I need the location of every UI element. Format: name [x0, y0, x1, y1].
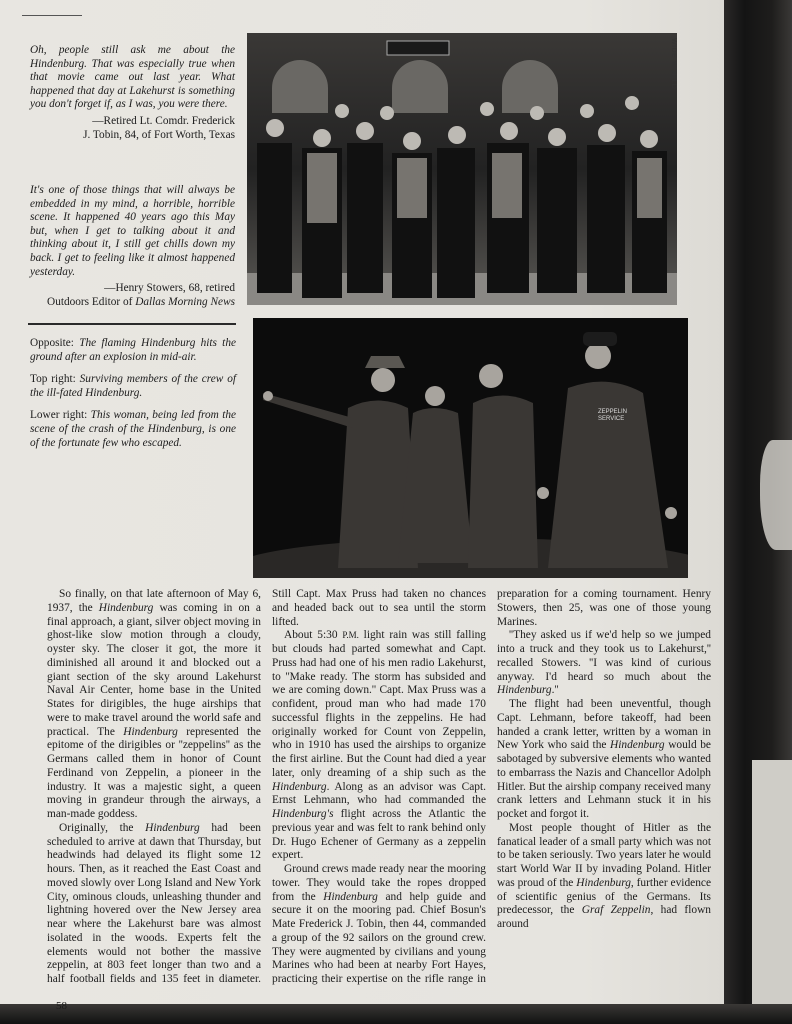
sidebar-divider: [28, 323, 236, 325]
publication-name: Dallas Morning News: [135, 295, 235, 308]
italic-run: Graf Zeppelin: [581, 904, 651, 917]
torn-paper-edge: [760, 440, 792, 550]
caption-text: The flaming Hindenburg hits the ground after an explosion in mid-air.: [30, 337, 236, 363]
text-run: would be sabotaged by subversive elements who wanted to embarrass the Nazis and Chancellor Adolph Hitler. But the airship company received many crank letters and Lehmann stuck it in his pocket and forgot it.: [497, 739, 711, 820]
text-run: So finally, on that late afternoon of May 6, 1937, the: [47, 588, 261, 614]
italic-run: Hindenburg: [272, 780, 327, 793]
attribution-line: J. Tobin, 84, of Fort Worth, Texas: [83, 128, 235, 141]
caption-label: Opposite:: [30, 337, 80, 349]
caption-label: Top right:: [30, 373, 80, 385]
italic-run: Hindenburg: [497, 684, 552, 697]
text-run: . Along as an advisor was Capt. Ernst Lehmann, who had commanded the: [272, 780, 486, 807]
italic-run: Hindenburg: [323, 890, 378, 903]
top-rule: [22, 15, 82, 16]
text-run: Originally, the: [59, 821, 146, 834]
adjacent-page-edge: [752, 760, 792, 1024]
text-run: , had flown around: [497, 904, 711, 930]
caption-text: This woman, being led from the scene of the crash of the Hindenburg, is one of the fortunate few who escaped.: [30, 409, 236, 449]
text-run: Ground crews made ready near the mooring tower. They would take the ropes dropped from the: [272, 863, 486, 903]
quote-text: Oh, people still ask me about the Hindenburg. That was especially true when that movie came out last year. What happened that day at Lakehurst is something you don't forget if, as I was, you were there.: [30, 44, 235, 111]
article-paragraph: [47, 588, 261, 822]
article-paragraph: [497, 822, 711, 932]
text-run: flight across the Atlantic the previous year and was felt to rank behind only Dr. Hugo Echener of Germany as a zeppelin expert.: [272, 808, 486, 862]
photo-crew-survivors: [247, 33, 677, 305]
caption-label: Lower right:: [30, 409, 91, 421]
italic-run: Hindenburg's: [272, 808, 334, 820]
attribution-line: Outdoors Editor of: [47, 295, 136, 308]
article-body: [47, 588, 711, 1000]
text-run: About 5:30: [284, 629, 343, 642]
caption-opposite: [30, 336, 236, 364]
quote-attribution: [30, 282, 235, 309]
article-paragraph: [497, 698, 711, 822]
bottom-shadow: [0, 1004, 792, 1024]
quote-attribution: [30, 115, 235, 142]
text-run: had been scheduled to arrive at dawn that Thursday, but headwinds had delayed its flight some 12 hours. Then, as it reached the East Coast and moved slowly over Long Island and New York City, ominous clouds, unleashing thunder and lightning hovered over the New Jersey area near where the Lakehurst bare was almost isolated in the woods. Experts felt the elements would not bother the massive zeppelin, at 803 feet longer than two and a half football fields and 135 feet in diameter. Still Capt. Max Pruss had taken no chances and headed back out to sea until the storm lifted.: [47, 588, 486, 985]
attribution-line: —Henry Stowers, 68, retired: [104, 282, 235, 295]
quote-tobin: [30, 44, 235, 142]
quote-text: It's one of those things that will always be embedded in my mind, a horrible, horrible scene. It happened 40 years ago this May but, when I get to talking about it and thinking about it, I still get chills down my back. I get to feeling like it almost happened yesterday.: [30, 184, 235, 278]
italic-run: Hindenburg: [145, 821, 200, 834]
article-paragraph: [272, 629, 486, 863]
italic-run: Hindenburg: [123, 725, 178, 738]
italic-run: Hindenburg: [576, 876, 631, 889]
caption-text: Surviving members of the crew of the ill-fated Hindenburg.: [30, 373, 236, 399]
text-run: P.M.: [342, 630, 359, 641]
attribution-line: —Retired Lt. Comdr. Frederick: [92, 114, 235, 127]
italic-run: Hindenburg: [98, 601, 154, 614]
text-run: , further evidence of scientific genius of the Germans. Its predecessor, the: [497, 876, 711, 917]
caption-top-right: [30, 372, 236, 400]
text-run: was coming in on a final approach, a giant, silver object moving in ghost-like slow motion through a cloudy, oyster sky. The closer it got, the more it diminished all around it and blocked out a giant section of the sky around Lakehurst Naval Air Center, home base in the United States for dirigibles, the huge airships that were to make travel around the world safe and practical. The: [47, 601, 261, 738]
text-run: Most people thought of Hitler as the fanatical leader of a small party which was not to be taken seriously. Two years later he would start World War II by invading Poland. Hitler was proud of the: [497, 821, 711, 889]
photo-survivor-led-from-crash: [253, 318, 688, 578]
text-run: .'': [551, 684, 559, 697]
text-run: represented the epitome of the dirigibles or ''zeppelins'' as the Germans called them in honor of Count Ferdinand von Zeppelin, a pioneer in the industry. It was a majestic sight, a queen moving in grandeur through the airways, a man-made goddess.: [47, 725, 261, 820]
badge-text: ZEPPELIN SERVICE: [598, 409, 628, 422]
text-run: The flight had been uneventful, though Capt. Lehmann, before takeoff, had been handed a crank letter, written by a woman in New York who said the: [497, 698, 711, 752]
caption-lower-right: [30, 408, 236, 450]
article-paragraph: [497, 629, 711, 698]
text-run: and help guide and secure it on the mooring pad. Chief Bosun's Mate Frederick J. Tobin, then 44, commanded a group of the 92 sailors on the ground crew. They were augmented by civilians and young Marines who had been at nearby Fort Hayes, practicing their expertise on the rifle range in preparation for a coming tournament. Henry Stowers, then 25, was one of those young Marines.: [272, 588, 711, 985]
photo-credit: WIDE WORLD: [670, 38, 677, 90]
text-run: light rain was still falling but clouds had parted somewhat and Capt. Pruss had had one of his men radio Lakehurst, to ''Make ready. The storm has subsided and we are coming down.'' Capt. Max Pruss was a confident, proud man who had made 170 successful flights in the zeppelins. He had originally worked for Count von Zeppelin, who in 1910 has used the airships to organize the first airline. But the Count had died a year later, only dreaming of a ship such as the: [272, 629, 486, 779]
italic-run: Hindenburg: [610, 739, 665, 752]
quote-stowers: [30, 184, 235, 309]
text-run: ''They asked us if we'd help so we jumped into a truck and they took us to Lakehurst,'' recalled Stowers. ''I was kind of curious anyway. I'd heard so much about the: [497, 629, 711, 683]
photo-captions: [30, 336, 236, 458]
page-number: 58: [56, 1000, 67, 1012]
